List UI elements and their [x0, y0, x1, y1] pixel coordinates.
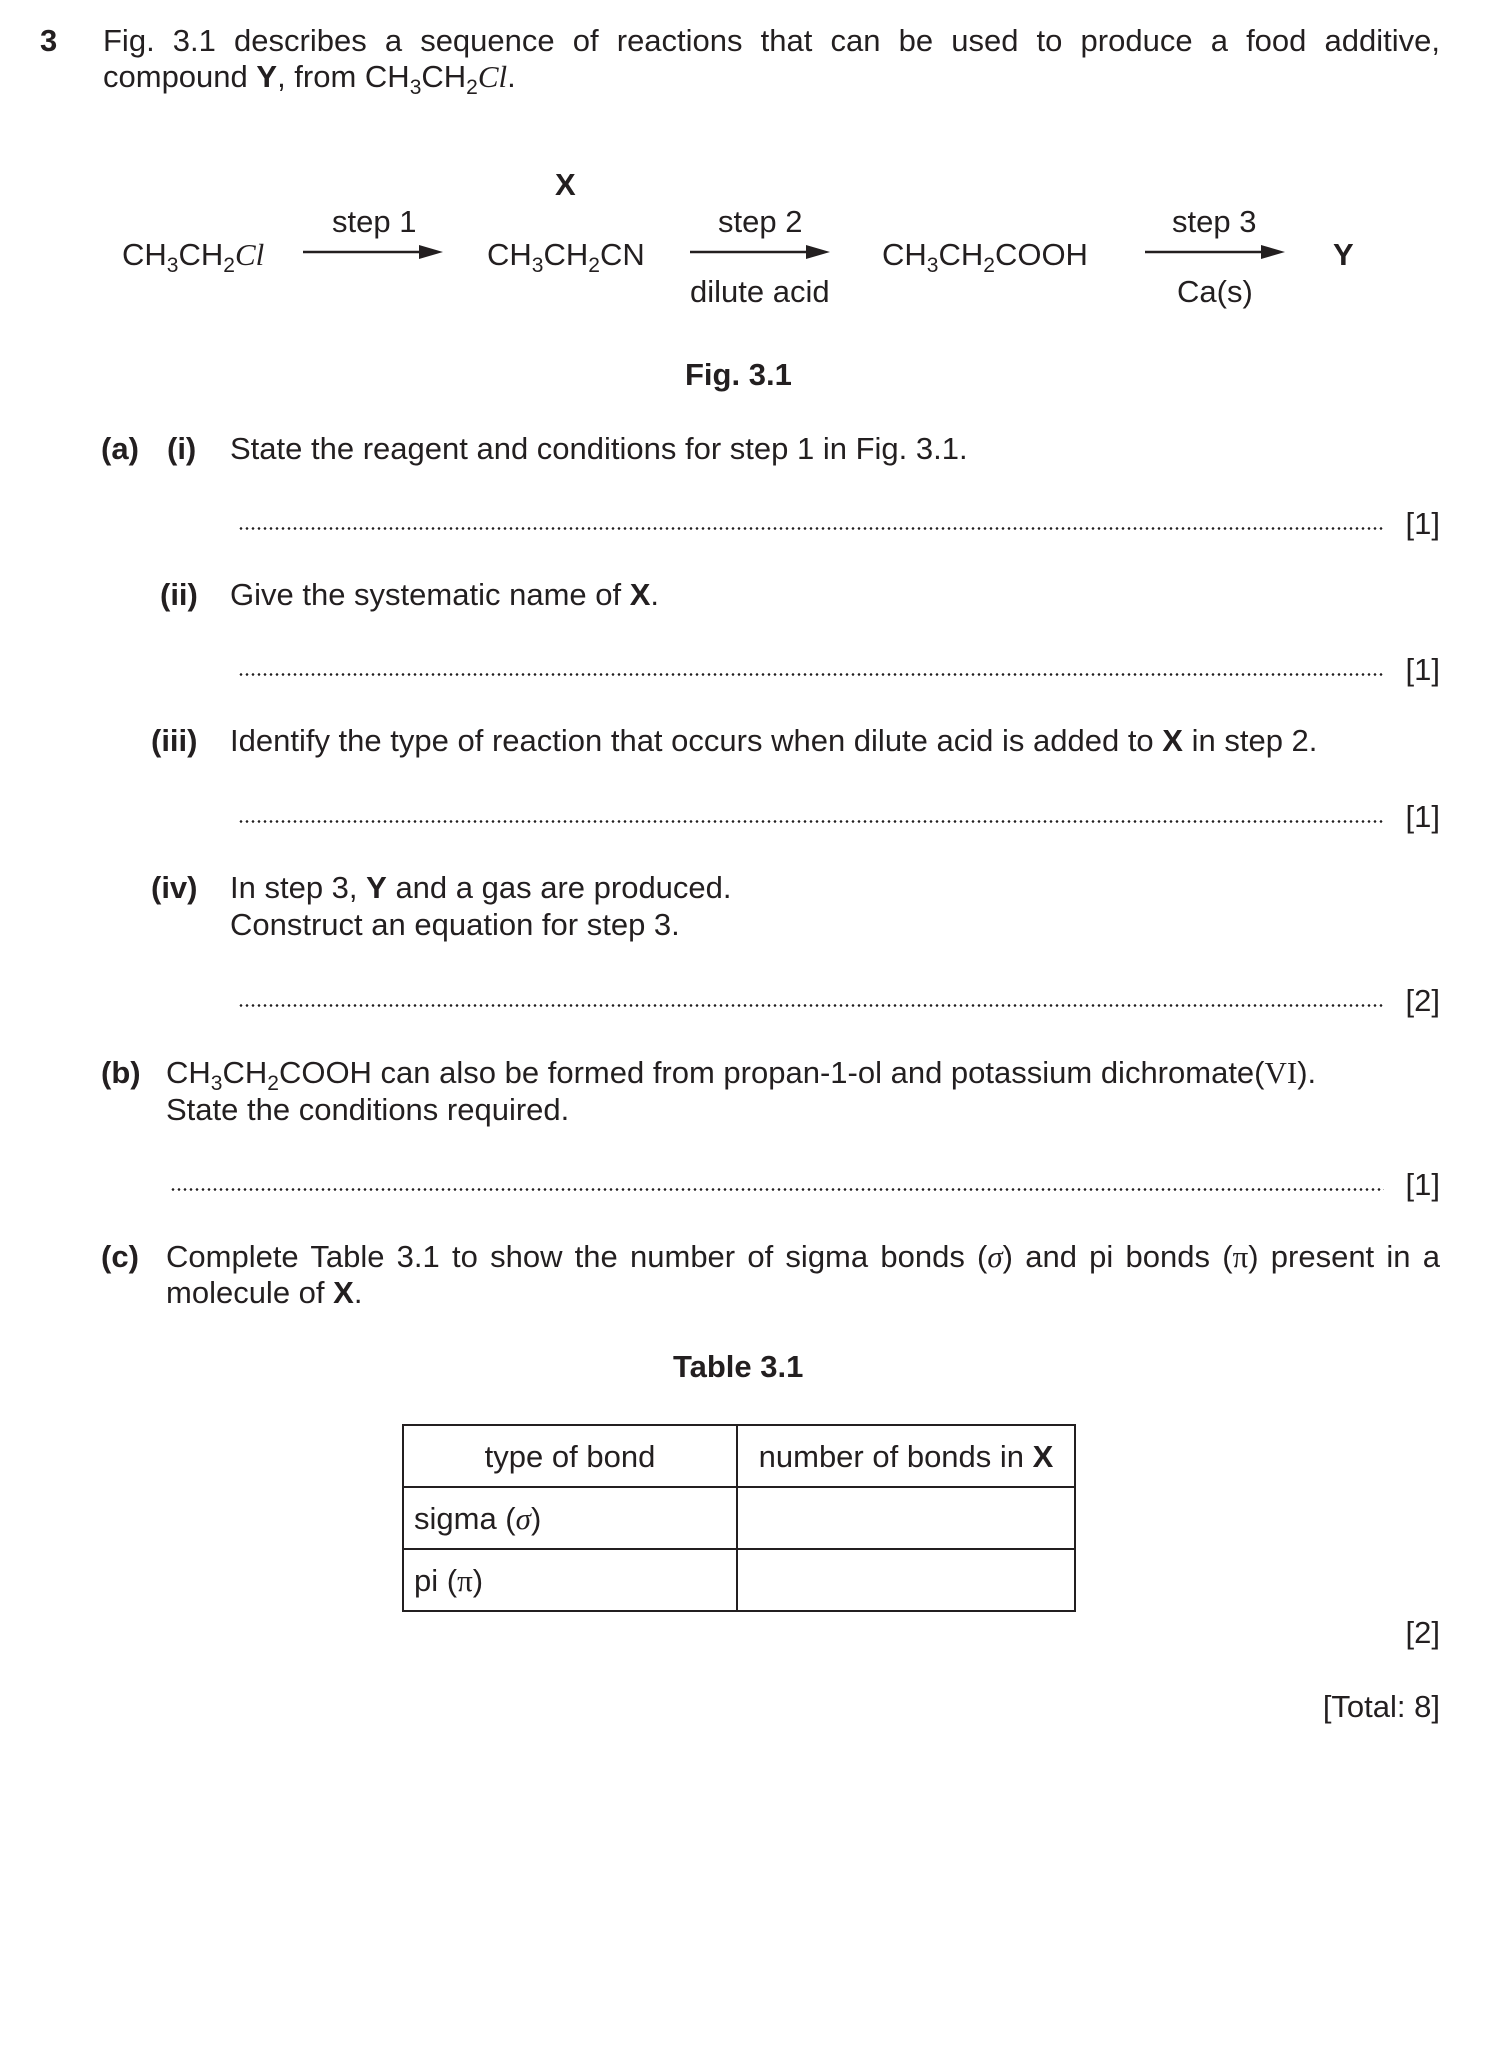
part-a-ii-label: (ii) [160, 577, 198, 612]
total-marks: [Total: 8] [1322, 1689, 1440, 1724]
step-3-arrow [1145, 244, 1287, 260]
header-type-of-bond: type of bond [403, 1425, 737, 1487]
sigma-answer-cell[interactable] [737, 1487, 1075, 1549]
part-a-label: (a) [101, 431, 139, 466]
mark-a-ii: [1] [1405, 652, 1440, 687]
part-b-text-1: $CH_3CH_2COOH$ can also be formed from propan-1-ol and potassium dichromate(VI). [166, 1055, 1317, 1095]
part-c-text-1: Complete Table 3.1 to show the number of sigma bonds (σ) and pi bonds (π) present in a [166, 1239, 1440, 1274]
step-3-label: step 3 [1172, 204, 1257, 239]
chloroethane-formula: $CH_3CH_2Cl$ [122, 237, 265, 277]
header-number-of-bonds: number of bonds in X [737, 1425, 1075, 1487]
part-a-iii-text: Identify the type of reaction that occurs when dilute acid is added to X in step 2. [230, 723, 1318, 758]
part-c-text-2: molecule of X. [166, 1275, 363, 1310]
bond-table [402, 1424, 1076, 1612]
mark-a-iv: [2] [1405, 983, 1440, 1018]
part-a-i-label: (i) [167, 431, 197, 466]
step-2-label: step 2 [718, 204, 803, 239]
propanoic-acid-formula: $CH_3CH_2COOH$ [882, 237, 1088, 277]
nitrile-formula: $CH_3CH_2CN$ [487, 237, 645, 277]
mark-a-iii: [1] [1405, 799, 1440, 834]
part-b-text-2: State the conditions required. [166, 1092, 570, 1127]
answer-line-b[interactable] [170, 1188, 1384, 1191]
intro-line-1: Fig. 3.1 describes a sequence of reactions that can be used to produce a food additive, [103, 23, 1440, 58]
row-sigma-label: sigma (σ) [403, 1487, 737, 1549]
pi-answer-cell[interactable] [737, 1549, 1075, 1611]
part-a-ii-text: Give the systematic name of X. [230, 577, 660, 612]
answer-line-a-ii[interactable] [238, 673, 1384, 676]
mark-a-i: [1] [1405, 506, 1440, 541]
table-row [403, 1549, 1075, 1611]
x-label: X [555, 167, 576, 202]
step-3-condition: Ca(s) [1177, 274, 1253, 309]
figure-caption: Fig. 3.1 [685, 357, 792, 392]
answer-line-a-iv[interactable] [238, 1004, 1384, 1007]
part-a-i-text: State the reagent and conditions for step 1 in Fig. 3.1. [230, 431, 968, 466]
step-2-arrow [690, 244, 832, 260]
step-2-condition: dilute acid [690, 274, 830, 309]
answer-line-a-i[interactable] [238, 527, 1384, 530]
part-c-label: (c) [101, 1239, 139, 1274]
part-a-iv-text-1: In step 3, Y and a gas are produced. [230, 870, 732, 905]
y-label: Y [1333, 237, 1354, 272]
part-a-iii-label: (iii) [151, 723, 198, 758]
mark-b: [1] [1405, 1167, 1440, 1202]
mark-c: [2] [1405, 1615, 1440, 1650]
intro-line-2: compound Y, from $CH_3CH_2Cl$. [103, 59, 516, 99]
part-a-iv-label: (iv) [151, 870, 198, 905]
table-caption: Table 3.1 [673, 1349, 804, 1384]
row-pi-label: pi (π) [403, 1549, 737, 1611]
answer-line-a-iii[interactable] [238, 820, 1384, 823]
table-row [403, 1487, 1075, 1549]
table-header-row [403, 1425, 1075, 1487]
question-number: 3 [40, 23, 58, 58]
part-b-label: (b) [101, 1055, 141, 1090]
step-1-arrow [303, 244, 445, 260]
part-a-iv-text-2: Construct an equation for step 3. [230, 907, 680, 942]
step-1-label: step 1 [332, 204, 417, 239]
